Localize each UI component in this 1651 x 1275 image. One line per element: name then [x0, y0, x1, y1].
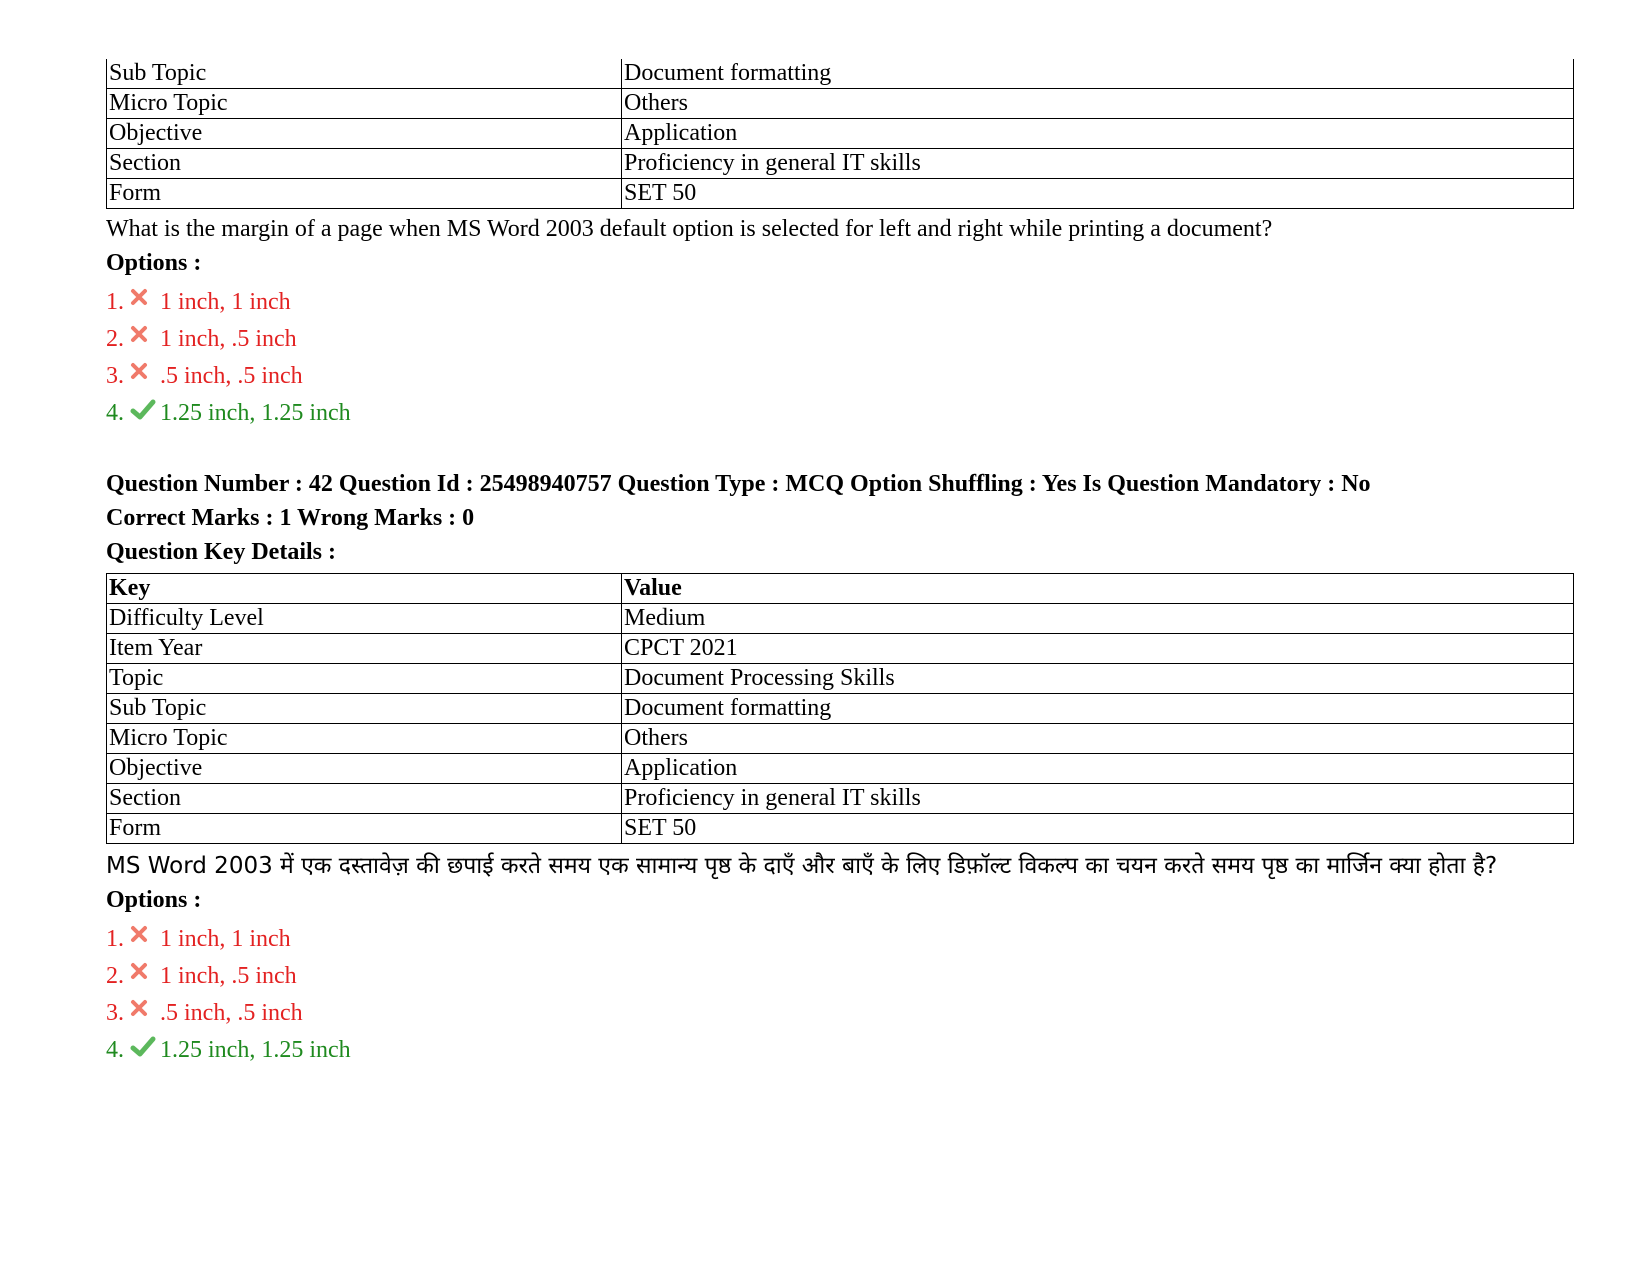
option-text: 1 inch, 1 inch: [160, 289, 291, 315]
option-text: 1.25 inch, 1.25 inch: [160, 1037, 351, 1063]
option-text: .5 inch, .5 inch: [160, 1000, 303, 1026]
option-item: [106, 362, 1574, 390]
table-header-row: [107, 574, 1574, 604]
table-row: [107, 89, 1574, 119]
table-value-cell: Medium: [622, 604, 1574, 634]
table-value-cell: Document formatting: [622, 694, 1574, 724]
document-page: [106, 59, 1574, 1064]
table-value-cell: CPCT 2021: [622, 634, 1574, 664]
table-value-cell: SET 50: [622, 179, 1574, 209]
table-key-cell: Micro Topic: [107, 724, 622, 754]
table-key-cell: Objective: [107, 754, 622, 784]
table-row: [107, 119, 1574, 149]
table-key-cell: Sub Topic: [107, 59, 622, 89]
table-row: [107, 784, 1574, 814]
key-details-label: Question Key Details :: [106, 539, 336, 565]
table-row: [107, 694, 1574, 724]
options-label: Options :: [106, 250, 202, 276]
check-icon: [130, 1036, 160, 1064]
table-value-cell: Application: [622, 119, 1574, 149]
question-key-table-continued: [106, 59, 1574, 209]
option-text: 1 inch, .5 inch: [160, 963, 297, 989]
option-number: 3.: [106, 1000, 124, 1026]
table-row: [107, 59, 1574, 89]
table-value-cell: Others: [622, 724, 1574, 754]
table-key-cell: Difficulty Level: [107, 604, 622, 634]
table-value-cell: Proficiency in general IT skills: [622, 149, 1574, 179]
cross-icon: [130, 288, 160, 316]
table-value-cell: SET 50: [622, 814, 1574, 844]
option-item: [106, 288, 1574, 316]
option-number: 1.: [106, 926, 124, 952]
cross-icon: [130, 925, 160, 953]
option-number: 1.: [106, 289, 124, 315]
table-key-cell: Sub Topic: [107, 694, 622, 724]
table-row: [107, 179, 1574, 209]
table-row: [107, 664, 1574, 694]
option-number: 3.: [106, 363, 124, 389]
table-header-key: Key: [107, 574, 622, 604]
table-value-cell: Others: [622, 89, 1574, 119]
option-text: 1.25 inch, 1.25 inch: [160, 400, 351, 426]
option-text: .5 inch, .5 inch: [160, 363, 303, 389]
table-header-value: Value: [622, 574, 1574, 604]
table-row: [107, 754, 1574, 784]
table-row: [107, 604, 1574, 634]
cross-icon: [130, 962, 160, 990]
table-key-cell: Topic: [107, 664, 622, 694]
table-row: [107, 634, 1574, 664]
table-value-cell: Document formatting: [622, 59, 1574, 89]
option-item: [106, 399, 1574, 427]
question-meta-line: Question Number : 42 Question Id : 25498940757 Question Type : MCQ Option Shuffling : Yes Is Question Mandatory : No: [106, 471, 1371, 497]
table-value-cell: Document Processing Skills: [622, 664, 1574, 694]
option-text: 1 inch, .5 inch: [160, 326, 297, 352]
option-item: [106, 962, 1574, 990]
cross-icon: [130, 362, 160, 390]
table-key-cell: Section: [107, 149, 622, 179]
table-key-cell: Section: [107, 784, 622, 814]
question-key-table: [106, 573, 1574, 844]
option-number: 2.: [106, 963, 124, 989]
cross-icon: [130, 325, 160, 353]
marks-meta-line: Correct Marks : 1 Wrong Marks : 0: [106, 505, 475, 531]
table-key-cell: Objective: [107, 119, 622, 149]
question-text-hindi: MS Word 2003 में एक दस्तावेज़ की छपाई करते समय एक सामान्य पृष्ठ के दाएँ और बाएँ के लिए डिफ़ॉल्ट विकल्प का चयन करते समय पृष्ठ का मार्जिन क्या होता है?: [106, 853, 1498, 879]
table-row: [107, 149, 1574, 179]
table-key-cell: Form: [107, 814, 622, 844]
table-key-cell: Form: [107, 179, 622, 209]
table-value-cell: Application: [622, 754, 1574, 784]
option-item: [106, 999, 1574, 1027]
option-item: [106, 1036, 1574, 1064]
option-text: 1 inch, 1 inch: [160, 926, 291, 952]
option-number: 4.: [106, 1037, 124, 1063]
question-text: What is the margin of a page when MS Word 2003 default option is selected for left and right while printing a document?: [106, 216, 1273, 242]
table-key-cell: Item Year: [107, 634, 622, 664]
table-value-cell: Proficiency in general IT skills: [622, 784, 1574, 814]
check-icon: [130, 399, 160, 427]
cross-icon: [130, 999, 160, 1027]
table-row: [107, 724, 1574, 754]
options-label: Options :: [106, 887, 202, 913]
table-key-cell: Micro Topic: [107, 89, 622, 119]
table-row: [107, 814, 1574, 844]
option-number: 4.: [106, 400, 124, 426]
option-item: [106, 925, 1574, 953]
option-item: [106, 325, 1574, 353]
option-number: 2.: [106, 326, 124, 352]
